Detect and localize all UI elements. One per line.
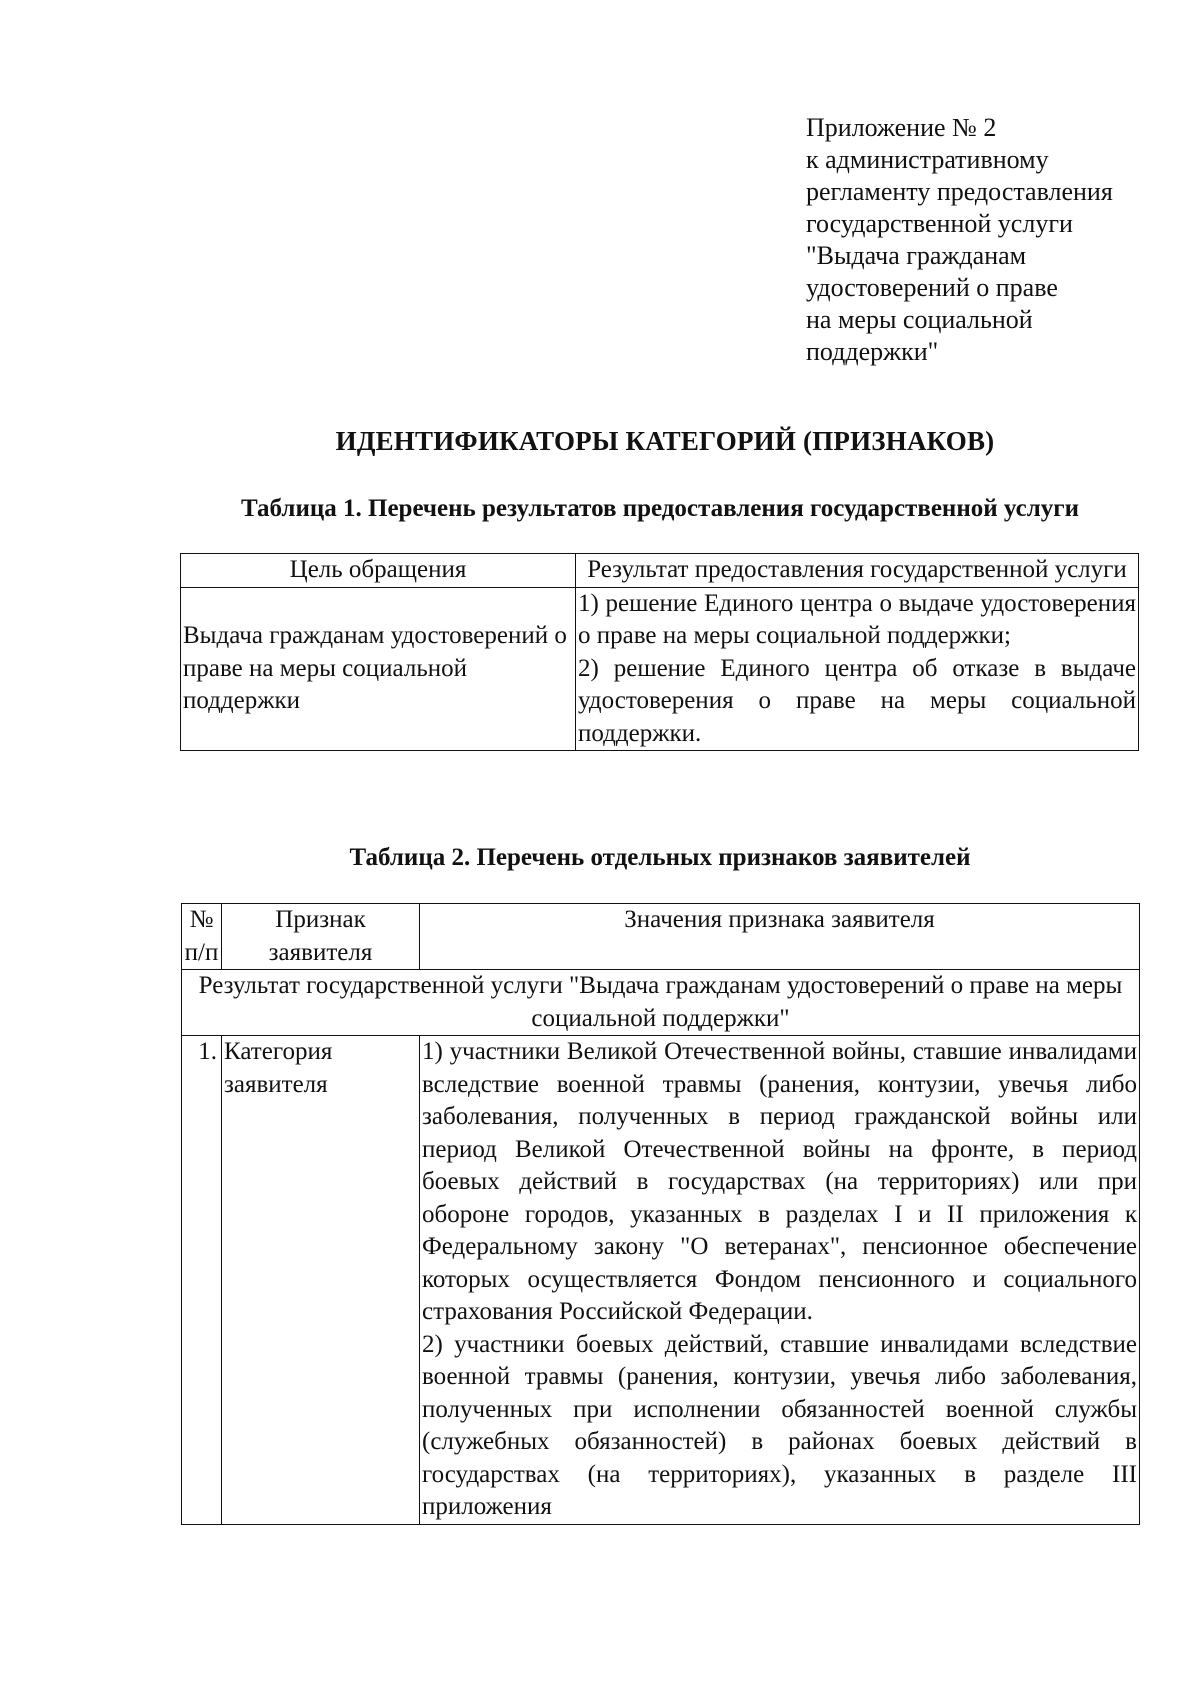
table2-section-row [182,970,1140,1036]
appendix-line: поддержки" [806,337,939,366]
table1 [180,553,1139,751]
table1-header-goal: Цель обращения [181,554,576,588]
table1-result-item: 2) решение Единого центра об отказе в выдаче удостоверения о праве на меры социальной поддержки. [578,654,1136,747]
table2-values-cell [420,1036,1140,1525]
table2 [181,903,1140,1525]
table2-header-row [182,904,1140,970]
appendix-line: удостоверений о праве [806,273,1058,302]
table2-row [182,1036,1140,1525]
appendix-line: "Выдача гражданам [806,241,1027,270]
table2-value-item: 2) участники боевых действий, ставшие инвалидами вследствие военной травмы (ранения, контузии, увечья либо заболевания, полученных при исполнении обязанностей военной службы (служебных обязанностей) в районах боевых действий в государствах (на территориях), указанных в разделе III приложения [422,1330,1137,1520]
table2-header-values: Значения признака заявителя [420,904,1140,970]
table2-feature-cell: Категория заявителя [222,1036,420,1525]
appendix-line: государственной услуги [806,209,1073,238]
table1-header-row [181,554,1139,588]
appendix-line: регламенту предоставления [806,177,1113,206]
table2-header-feature: Признак заявителя [222,904,420,970]
table1-result-cell [576,587,1139,751]
appendix-line: на меры социальной [806,305,1033,334]
document-title: ИДЕНТИФИКАТОРЫ КАТЕГОРИЙ (ПРИЗНАКОВ) [335,426,995,456]
table1-title: Таблица 1. Перечень результатов предоставления государственной услуги [240,495,1079,522]
appendix-line: к административному [806,145,1049,174]
appendix-line: Приложение № 2 [806,113,997,142]
appendix-note [806,112,1186,368]
table2-title: Таблица 2. Перечень отдельных признаков заявителей [349,844,971,871]
table2-section-cell: Результат государственной услуги "Выдача гражданам удостоверений о праве на меры социальной поддержки" [182,970,1140,1036]
table2-row-number: 1. [182,1036,222,1525]
table2-header-num: № п/п [182,904,222,970]
table2-value-item: 1) участники Великой Отечественной войны, ставшие инвалидами вследствие военной травмы (ранения, контузии, увечья либо заболевания, полученных в период гражданской войны или период Великой Отечественной войны на фронте, в период боевых действий в государствах (на территориях) или при обороне городов, указанных в разделах I и II приложения к Федеральному закону "О ветеранах", пенсионное обеспечение которых осуществляется Фондом пенсионного и социального страхования Российской Федерации. [422,1038,1137,1325]
table1-goal-cell: Выдача гражданам удостоверений о праве на меры социальной поддержки [181,587,576,751]
table1-header-result: Результат предоставления государственной услуги [576,554,1139,588]
table1-row [181,587,1139,751]
table1-result-item: 1) решение Единого центра о выдаче удостоверения о праве на меры социальной поддержки; [578,589,1136,649]
